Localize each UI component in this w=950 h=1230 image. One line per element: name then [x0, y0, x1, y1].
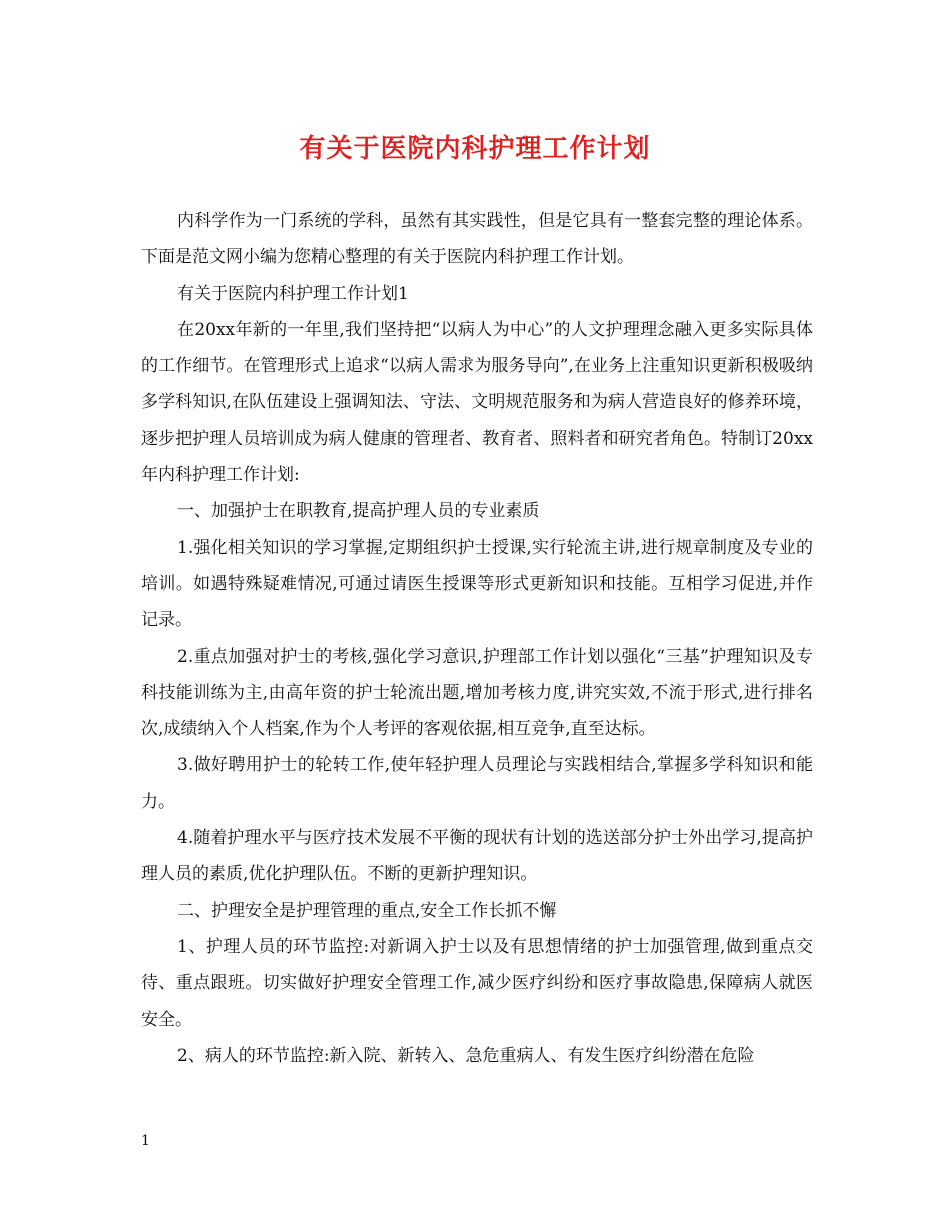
page-number: 1	[141, 1133, 150, 1149]
paragraph: 4.随着护理水平与医疗技术发展不平衡的现状有计划的选送部分护士外出学习,提高护理人员的素质,优化护理队伍。不断的更新护理知识。	[141, 828, 813, 885]
paragraph: 1、护理人员的环节监控:对新调入护士以及有思想情绪的护士加强管理,做到重点交待、重点跟班。切实做好护理安全管理工作,减少医疗纠纷和医疗事故隐患,保障病人就医安全。	[141, 936, 813, 1030]
paragraph: 1.强化相关知识的学习掌握,定期组织护士授课,实行轮流主讲,进行规章制度及专业的培训。如遇特殊疑难情况,可通过请医生授课等形式更新知识和技能。互相学习促进,并作记录。	[141, 537, 813, 631]
paragraph: 在20xx年新的一年里,我们坚持把“以病人为中心”的人文护理理念融入更多实际具体的工作细节。在管理形式上追求“以病人需求为服务导向”,在业务上注重知识更新积极吸纳多学科知识,在队伍建设上强调知法、守法、文明规范服务和为病人营造良好的修养环境，逐步把护理人员培训成为病人健康的管理者、教育者、照料者和研究者角色。特制订20xx年内科护理工作计划:	[141, 319, 813, 486]
section-heading: 一、加强护士在职教育,提高护理人员的专业素质	[177, 501, 540, 522]
paragraph: 2、病人的环节监控:新入院、新转入、急危重病人、有发生医疗纠纷潜在危险	[177, 1045, 755, 1066]
document-body	[141, 203, 813, 1074]
paragraph-intro: 内科学作为一门系统的学科，虽然有其实践性，但是它具有一整套完整的理论体系。下面是范文网小编为您精心整理的有关于医院内科护理工作计划。	[141, 211, 813, 268]
document-title: 有关于医院内科护理工作计划	[299, 134, 651, 164]
paragraph: 2.重点加强对护士的考核,强化学习意识,护理部工作计划以强化“三基”护理知识及专科技能训练为主,由高年资的护士轮流出题,增加考核力度,讲究实效,不流于形式,进行排名次,成绩纳入个人档案,作为个人考评的客观依据,相互竞争,直至达标。	[141, 646, 813, 740]
section-heading: 二、护理安全是护理管理的重点,安全工作长抓不懈	[177, 900, 557, 921]
paragraph: 3.做好聘用护士的轮转工作,使年轻护理人员理论与实践相结合,掌握多学科知识和能力。	[141, 755, 813, 812]
paragraph-subheading: 有关于医院内科护理工作计划1	[177, 283, 409, 304]
